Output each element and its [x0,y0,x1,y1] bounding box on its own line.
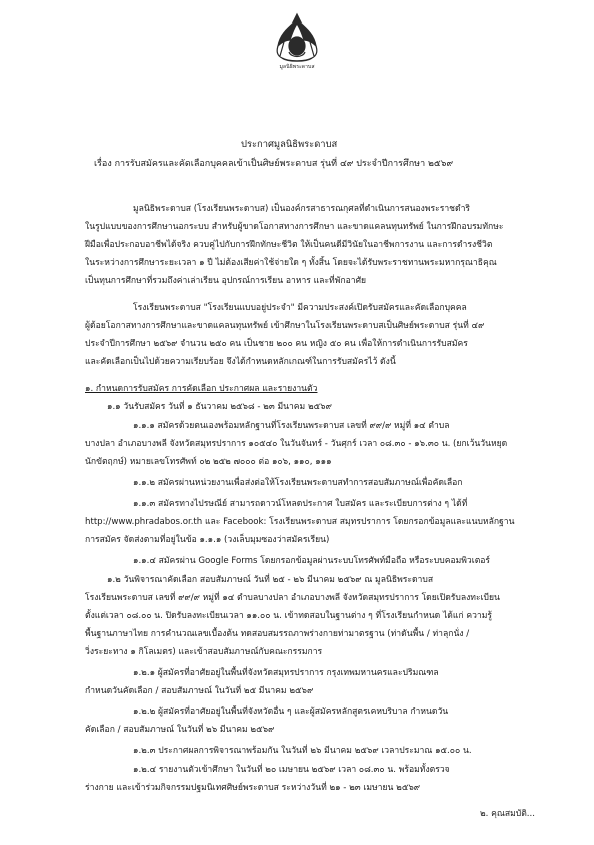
section1-line: ๑.๑.๑ สมัครด้วยตนเองพร้อมหลักฐานที่โรงเรียนพระดาบส เลขที่ ๙๙/๙ หมู่ที่ ๑๔ ตำบล [133,421,450,431]
paragraph2-line: ผู้ด้อยโอกาสทางการศึกษาและขาดแคลนทุนทรัพย์ เข้าศึกษาในโรงเรียนพระดาบสเป็นศิษย์พระดาบส รุ่นที่ ๔๙ [85,321,485,331]
seal-caption: มูลนิธิพระดาบส [279,64,315,70]
section1-line: ๑.๑.๔ สมัครผ่าน Google Forms โดยกรอกข้อมูลผ่านระบบโทรศัพท์มือถือ หรือระบบคอมพิวเตอร์ [133,556,491,566]
section1-line: การสมัคร จัดส่งตามที่อยู่ในข้อ ๑.๑.๑ (วงเล็บมุมซองว่าสมัครเรียน) [85,535,330,545]
paragraph1-line: ในระหว่างการศึกษาระยะเวลา ๑ ปี ไม่ต้องเสียค่าใช้จ่ายใด ๆ ทั้งสิ้น โดยจะได้รับพระราชทานพระมหากรุณาธิคุณ [85,258,497,268]
paragraph1-line: มูลนิธิพระดาบส (โรงเรียนพระดาบส) เป็นองค์กรสาธารณกุศลที่ดำเนินการสนองพระราชดำริ [133,204,471,214]
paragraph2-line: โรงเรียนพระดาบส "โรงเรียนแบบอยู่ประจำ" มีความประสงค์เปิดรับสมัครและคัดเลือกบุคคล [133,303,467,313]
section1-line: ๑.๑ วันรับสมัคร วันที่ ๑ ธันวาคม ๒๕๖๘ - ๒๓ มีนาคม ๒๕๖๙ [107,402,332,412]
section1-line: ร่างกาย และเข้าร่วมกิจกรรมปฐมนิเทศศิษย์พระดาบส ระหว่างวันที่ ๒๑ - ๒๓ เมษายน ๒๕๖๙ [85,783,421,793]
section1-line: ตั้งแต่เวลา ๐๘.๐๐ น. ปิดรับลงทะเบียนเวลา ๑๑.๐๐ น. เข้าทดสอบในฐานต่าง ๆ ที่โรงเรียนกำหนด ได้แก่ ความรู้ [85,611,493,621]
section1-line: กำหนดวันคัดเลือก / สอบสัมภาษณ์ ในวันที่ ๒๕ มีนาคม ๒๕๖๙ [85,686,314,696]
paragraph2-line: และคัดเลือกเป็นไปด้วยความเรียบร้อย จึงได้กำหนดหลักเกณฑ์ในการรับสมัครไว้ ดังนี้ [85,357,396,367]
paragraph1-line: ในรูปแบบของการศึกษานอกระบบ สำหรับผู้ขาดโอกาสทางการศึกษา และขาดแคลนทุนทรัพย์ ในการฝึกอบรมทักษะ [85,222,504,232]
section1-line: ๑.๑.๓ สมัครทางไปรษณีย์ สามารถดาวน์โหลดประกาศ ใบสมัคร และระเบียบการต่าง ๆ ได้ที่ [133,499,468,509]
section1-line: ๑.๑.๒ สมัครผ่านหน่วยงานเพื่อส่งต่อให้โรงเรียนพระดาบสทำการสอบสัมภาษณ์เพื่อคัดเลือก [133,478,463,488]
document-title: ประกาศมูลนิธิพระดาบส [241,139,338,150]
paragraph1-line: ฝีมือเพื่อประกอบอาชีพได้จริง ควบคู่ไปกับการฝึกทักษะชีวิต ให้เป็นคนดีมีวินัยในอาชีพการงาน และการดำรงชีวิต [85,240,493,250]
section1-line: นักขัตฤกษ์) หมายเลขโทรศัพท์ ๐๒ ๒๕๒ ๗๐๐๐ ต่อ ๑๐๖, ๑๑๐, ๑๑๑ [85,457,332,467]
section1-line: ๑.๒ วันพิจารณาคัดเลือก สอบสัมภาษณ์ วันที่ ๒๕ - ๒๖ มีนาคม ๒๕๖๙ ณ มูลนิธิพระดาบส [107,575,434,585]
section1-line: พื้นฐานภาษาไทย การคำนวณเลขเบื้องต้น ทดสอบสมรรถภาพร่างกายท่ามาตรฐาน (ท่าดันพื้น / ท่าลุกนั่ง / [85,629,470,639]
section1-line: บางปลา อำเภอบางพลี จังหวัดสมุทรปราการ ๑๐๕๔๐ ในวันจันทร์ - วันศุกร์ เวลา ๐๘.๓๐ - ๑๖.๓๐ น. (ยกเว้นวันหยุด [85,439,508,449]
section1-line: ๑.๒.๑ ผู้สมัครที่อาศัยอยู่ในพื้นที่จังหวัดสมุทรปราการ กรุงเทพมหานครและปริมณฑล [133,668,439,678]
section1-line: ๑.๒.๓ ประกาศผลการพิจารณาพร้อมกัน ในวันที่ ๒๖ มีนาคม ๒๕๖๙ เวลาประมาณ ๑๕.๐๐ น. [133,746,472,756]
foundation-seal [270,12,324,70]
section1-line: โรงเรียนพระดาบส เลขที่ ๙๙/๙ หมู่ที่ ๑๔ ตำบลบางปลา อำเภอบางพลี จังหวัดสมุทรปราการ โดยเปิดรับลงทะเบียน [85,593,500,603]
document-subject: เรื่อง การรับสมัครและคัดเลือกบุคคลเข้าเป็นศิษย์พระดาบส รุ่นที่ ๔๙ ประจำปีการศึกษา ๒๕๖๙ [94,159,454,169]
section1-heading: ๑. กำหนดการรับสมัคร การคัดเลือก ประกาศผล และรายงานตัว [85,384,318,394]
section1-line: วิ่งระยะทาง ๑ กิโลเมตร) และเข้าสอบสัมภาษณ์กับคณะกรรมการ [85,647,323,657]
paragraph1-line: เป็นทุนการศึกษาที่รวมถึงค่าเล่าเรียน อุปกรณ์การเรียน อาหาร และที่พักอาศัย [85,276,367,286]
paragraph2-line: ประจำปีการศึกษา ๒๕๖๙ จำนวน ๒๕๐ คน เป็นชาย ๒๐๐ คน หญิง ๕๐ คน เพื่อให้การดำเนินการรับสมัคร [85,339,468,349]
continuation-marker: ๒. คุณสมบัติ... [480,809,535,819]
section1-line: คัดเลือก / สอบสัมภาษณ์ ในวันที่ ๒๖ มีนาคม ๒๕๖๙ [85,725,275,735]
section1-line: http://www.phradabos.or.th และ Facebook: โรงเรียนพระดาบส สมุทรปราการ โดยกรอกข้อมูลและแนบหลักฐาน [85,517,515,527]
section1-line: ๑.๒.๒ ผู้สมัครที่อาศัยอยู่ในพื้นที่จังหวัดอื่น ๆ และผู้สมัครหลักสูตรเคหบริบาล กำหนดวัน [133,707,449,717]
section1-line: ๑.๒.๔ รายงานตัวเข้าศึกษา ในวันที่ ๒๐ เมษายน ๒๕๖๙ เวลา ๐๘.๓๐ น. พร้อมทั้งตรวจ [133,765,450,775]
